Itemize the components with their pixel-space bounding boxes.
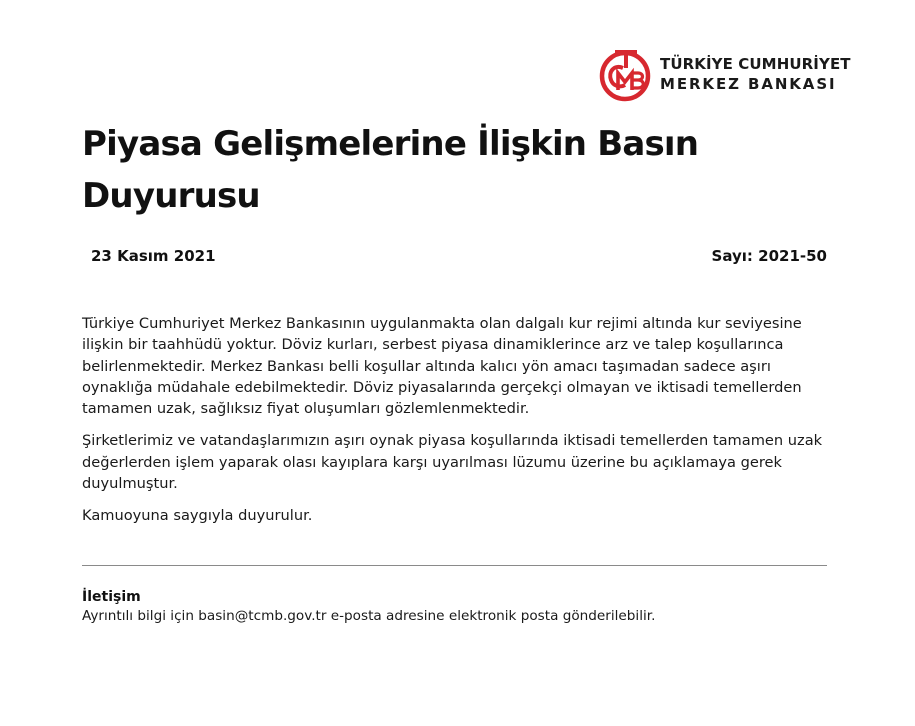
issue-number: Sayı: 2021-50 [711, 247, 827, 265]
paragraph: Şirketlerimiz ve vatandaşlarımızın aşırı oynak piyasa koşullarında iktisadi temellerden tamamen uzak değerlerden işlem yaparak olası kayıplara karşı uyarılması lüzumu üzerine bu açıklamaya gerek duyulmuştur. [82, 432, 823, 493]
paragraph: Türkiye Cumhuriyet Merkez Bankasının uygulanmakta olan dalgalı kur rejimi altında kur seviyesine ilişkin bir taahhüdü yoktur. Döviz kurları, serbest piyasa dinamiklerince arz ve talep koşullarınca belirlenmektedir. Merkez Bankası belli koşullar altında kalıcı yön amacı taşımadan sadece aşırı oynaklığa müdahale edebilmektedir. Döviz piyasalarında gerçekçi olmayan ve iktisadi temellerden tamamen uzak, sağlıksız fiyat oluşumları gözlemlenmektedir. [82, 315, 802, 418]
logo-line1: TÜRKİYE CUMHURİYET [660, 55, 851, 73]
publication-date: 23 Kasım 2021 [91, 247, 216, 265]
announcement-body [82, 313, 842, 538]
paragraph: Kamuoyuna saygıyla duyurulur. [82, 507, 313, 525]
tcmb-emblem-icon [598, 46, 654, 102]
divider [82, 565, 827, 566]
logo-line2: MERKEZ BANKASI [660, 75, 837, 93]
page-title: Piyasa Gelişmelerine İlişkin Basın Duyurusu [82, 124, 699, 216]
contact-heading: İletişim [82, 589, 141, 605]
logo-text [660, 54, 851, 94]
tcmb-logo [598, 46, 851, 102]
contact-text: Ayrıntılı bilgi için basin@tcmb.gov.tr e-posta adresine elektronik posta gönderilebilir. [82, 608, 656, 624]
